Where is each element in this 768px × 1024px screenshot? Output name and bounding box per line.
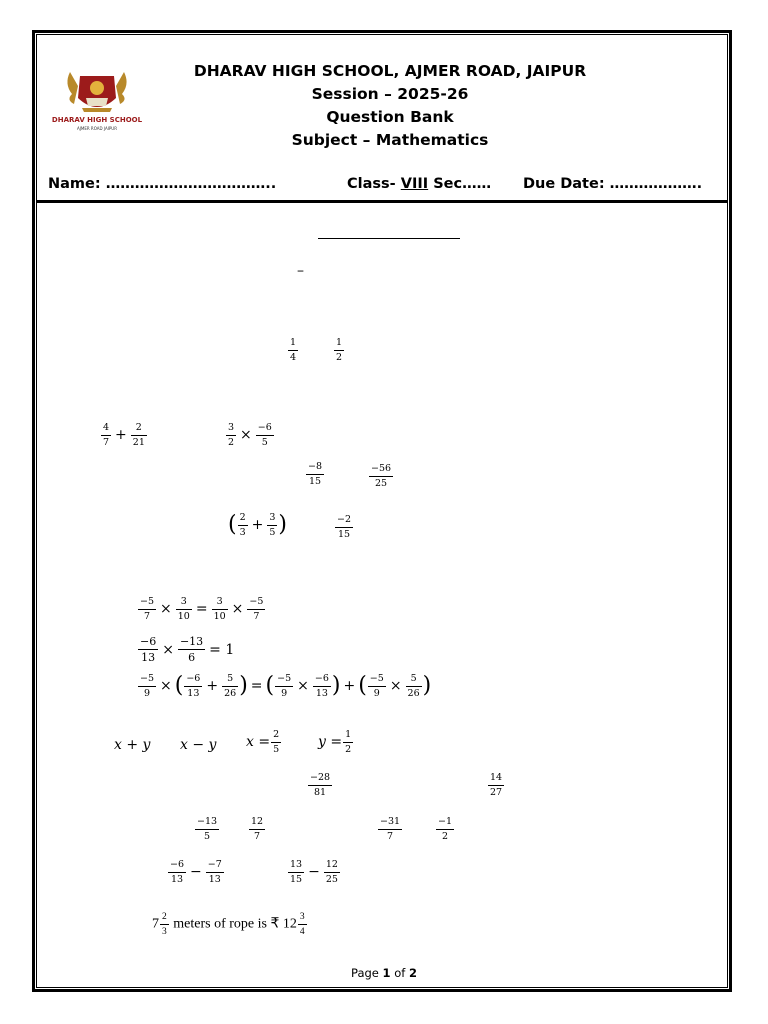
- fraction: $\frac{-6}{13}$: [140, 635, 157, 664]
- fraction: $\frac{-6}{13}$: [186, 673, 201, 699]
- expression: y = $\frac{1}{2}$: [318, 729, 352, 755]
- fraction: $\frac{-5}{7}$: [249, 596, 264, 622]
- section-field: Sec……: [428, 176, 492, 192]
- dash-mark: –: [297, 263, 304, 279]
- fraction-group: [435, 817, 455, 841]
- fraction: $\frac{2}{3}$: [162, 912, 167, 937]
- expression: ( $\frac{2}{3}$ + $\frac{3}{5}$ ): [228, 512, 288, 538]
- header-divider: [36, 200, 728, 203]
- fraction: $\frac{12}{7}$: [251, 816, 264, 842]
- var-sum: x + y: [114, 737, 151, 753]
- expression: $\frac{4}{7}$ + $\frac{2}{21}$: [103, 422, 145, 448]
- document-type: Question Bank: [326, 108, 454, 126]
- school-logo: [51, 64, 143, 142]
- class-value: VIII: [400, 176, 429, 192]
- fraction-group: [334, 515, 354, 539]
- title-underline: [318, 238, 460, 239]
- fraction: $\frac{-13}{6}$: [179, 635, 204, 664]
- fraction-group: [307, 773, 333, 797]
- fraction: $\frac{-6}{5}$: [257, 422, 272, 448]
- page-number: Page 1 of 2: [351, 966, 417, 980]
- fraction: $\frac{-6}{13}$: [314, 673, 329, 699]
- fraction: $\frac{2}{5}$: [273, 729, 280, 755]
- name-field: Name: ……………………………..: [48, 176, 277, 192]
- rope-statement: 7 $\frac{2}{3}$ meters of rope is ₹ 12 $\frac{3}{4}$: [152, 912, 305, 937]
- fraction: $\frac{12}{25}$: [325, 859, 338, 885]
- fraction: $\frac{-6}{13}$: [170, 859, 185, 885]
- expression: $\frac{-5}{9}$ × ( $\frac{-6}{13}$ + $\frac{5}{26}$ ) = ( $\frac{-5}{9}$ × $\frac{-6}{13}$ ) + ( $\frac{-5}{9}$ × $\frac{5}{26}$ ): [140, 673, 432, 699]
- fraction: $\frac{-2}{15}$: [337, 514, 352, 540]
- fraction: $\frac{-28}{81}$: [310, 772, 331, 798]
- fraction: $\frac{2}{21}$: [132, 422, 145, 448]
- fraction-group: [368, 464, 394, 488]
- fraction-group: [333, 338, 345, 362]
- fraction: $\frac{-5}{9}$: [369, 673, 384, 699]
- fraction-group: [305, 462, 325, 486]
- expression: $\frac{13}{15}$ − $\frac{12}{25}$: [290, 859, 338, 885]
- fraction: $\frac{-31}{7}$: [380, 816, 401, 842]
- expression: $\frac{-6}{13}$ − $\frac{-7}{13}$: [170, 859, 222, 885]
- fraction-group: [287, 338, 299, 362]
- fraction: $\frac{5}{26}$: [224, 673, 237, 699]
- fraction: $\frac{3}{5}$: [269, 512, 276, 538]
- fraction: $\frac{-5}{9}$: [277, 673, 292, 699]
- fraction: $\frac{4}{7}$: [103, 422, 110, 448]
- fraction-group: [487, 773, 505, 797]
- class-field: [347, 176, 491, 192]
- fraction: $\frac{1}{2}$: [336, 337, 343, 363]
- session-line: Session – 2025-26: [311, 85, 469, 103]
- class-label: Class-: [347, 176, 401, 192]
- fraction-group: [248, 817, 266, 841]
- fraction: $\frac{-8}{15}$: [308, 461, 323, 487]
- logo-subtext: AJMER ROAD JAIPUR: [76, 126, 118, 131]
- school-name: DHARAV HIGH SCHOOL, AJMER ROAD, JAIPUR: [193, 62, 587, 80]
- fraction: $\frac{-5}{9}$: [140, 673, 155, 699]
- subject-line: Subject – Mathematics: [291, 131, 489, 149]
- fraction: $\frac{-7}{13}$: [207, 859, 222, 885]
- expression: $\frac{3}{2}$ × $\frac{-6}{5}$: [228, 422, 272, 448]
- fraction: $\frac{14}{27}$: [490, 772, 503, 798]
- logo-text: DHARAV HIGH SCHOOL: [51, 116, 143, 124]
- fraction: $\frac{5}{26}$: [407, 673, 420, 699]
- fraction: $\frac{-13}{5}$: [197, 816, 218, 842]
- fraction: $\frac{1}{2}$: [345, 729, 352, 755]
- fraction: $\frac{3}{4}$: [299, 912, 305, 937]
- fraction-group: [194, 817, 220, 841]
- fraction: $\frac{3}{2}$: [228, 422, 235, 448]
- fraction-group: [377, 817, 403, 841]
- fraction: $\frac{3}{10}$: [177, 596, 190, 622]
- expression: x = $\frac{2}{5}$: [246, 729, 280, 755]
- fraction: $\frac{-5}{7}$: [140, 596, 155, 622]
- expression: $\frac{-5}{7}$ × $\frac{3}{10}$ = $\frac{3}{10}$ × $\frac{-5}{7}$: [140, 596, 264, 622]
- expression: $\frac{-6}{13}$ × $\frac{-13}{6}$ = 1: [140, 635, 235, 664]
- fraction: $\frac{13}{15}$: [290, 859, 303, 885]
- var-diff: x − y: [180, 737, 217, 753]
- fraction: $\frac{-56}{25}$: [371, 463, 392, 489]
- fraction: $\frac{3}{10}$: [213, 596, 226, 622]
- fraction: $\frac{-1}{2}$: [438, 816, 453, 842]
- fraction: $\frac{2}{3}$: [239, 512, 246, 538]
- due-date-field: Due Date: ……………….: [523, 176, 703, 192]
- fraction: $\frac{1}{4}$: [290, 337, 297, 363]
